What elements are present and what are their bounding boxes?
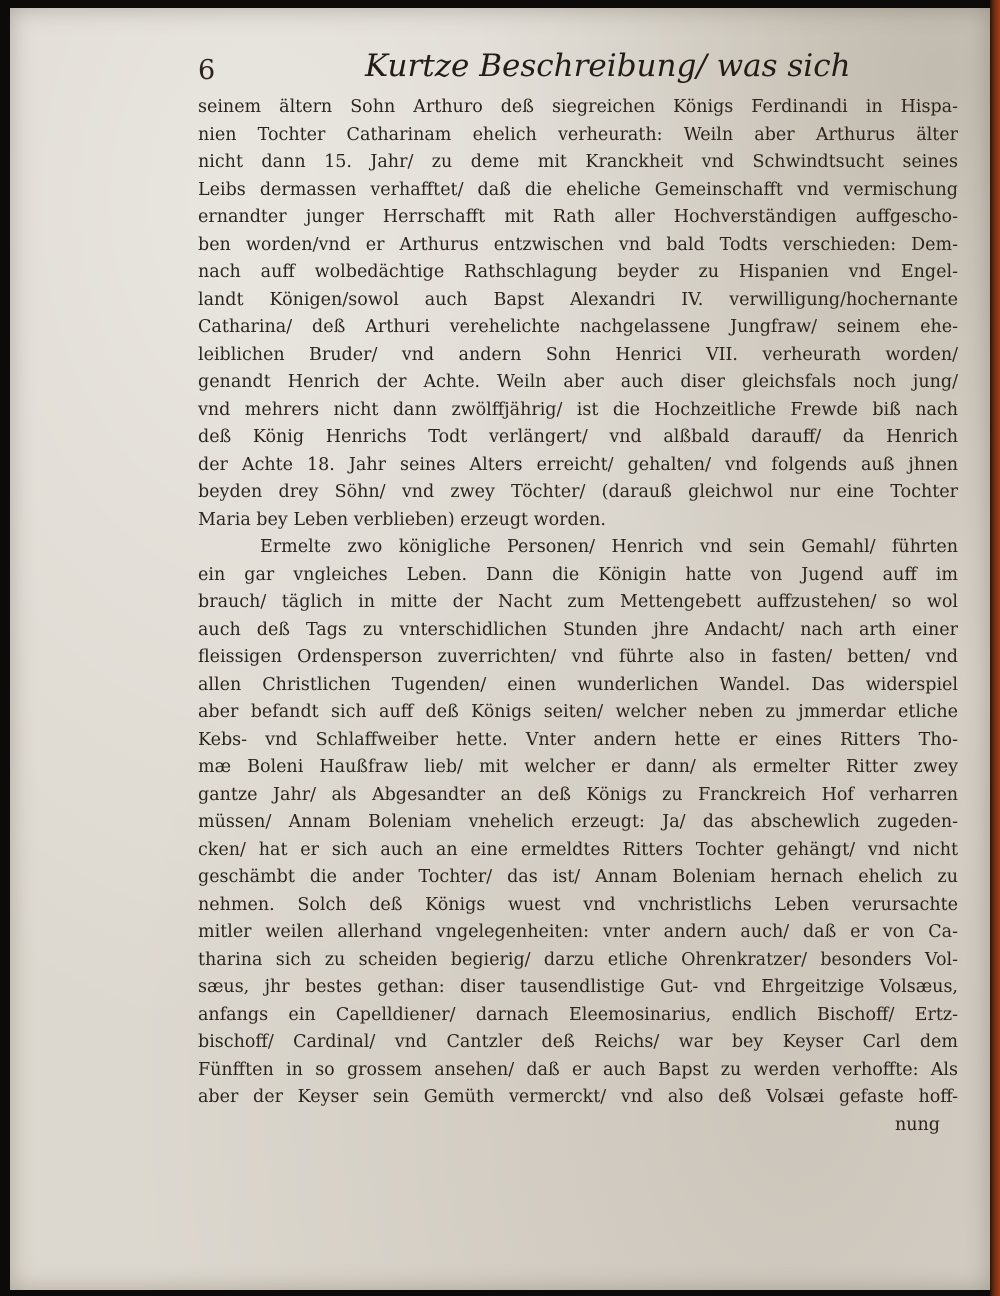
text-line: landt Königen/sowol auch Bapst Alexandri IV. verwilligung/hochernante [198,289,958,310]
text-line: Fünfften in so grossem ansehen/ daß er auch Bapst zu werden verhoffte: Als [198,1059,958,1080]
text-line: ein gar vngleiches Leben. Dann die Königin hatte von Jugend auff im [198,564,958,585]
text-line: aber der Keyser sein Gemüth vermerckt/ vnd also deß Volsæi gefaste hoff- [198,1087,958,1107]
text-line: nicht dann 15. Jahr/ zu deme mit Kranckheit vnd Schwindtsucht seines [198,152,958,172]
text-line: müssen/ Annam Boleniam vnehelich erzeugt: Ja/ das abschewlich zugeden- [198,812,958,832]
text-line: mitler weilen allerhand vngelegenheiten: vnter andern auch/ daß er von Ca- [198,922,958,942]
text-line: sæus, jhr bestes gethan: diser tausendlistige Gut- vnd Ehrgeitzige Volsæus, [198,977,958,997]
text-line: brauch/ täglich in mitte der Nacht zum Mettengebett auffzustehen/ so wol [198,592,958,612]
text-line: allen Christlichen Tugenden/ einen wunderlichen Wandel. Das widerspiel [198,674,958,695]
text-line: Maria bey Leben verblieben) erzeugt worden. [198,509,606,530]
text-line: fleissigen Ordensperson zuverrichten/ vnd führte also in fasten/ betten/ vnd [198,647,958,667]
text-line: beyden drey Söhn/ vnd zwey Töchter/ (darauß gleichwol nur eine Tochter [198,482,958,502]
book-page [10,8,990,1290]
text-line: Catharina/ deß Arthuri verehelichte nachgelassene Jungfraw/ seinem ehe- [198,317,958,337]
text-line: bischoff/ Cardinal/ vnd Cantzler deß Reichs/ war bey Keyser Carl dem [198,1032,958,1052]
text-line: nach auff wolbedächtige Rathschlagung beyder zu Hispanien vnd Engel- [198,262,958,282]
running-head: Kurtze Beschreibung/ was sich [365,48,851,84]
text-line: Ermelte zwo königliche Personen/ Henrich vnd sein Gemahl/ führten [260,537,958,557]
text-line: leiblichen Bruder/ vnd andern Sohn Henrici VII. verheurath worden/ [198,344,958,365]
catchword: nung [894,1114,940,1135]
text-line: geschämbt die ander Tochter/ das ist/ Annam Boleniam hernach ehelich zu [198,867,958,887]
text-line: vnd mehrers nicht dann zwölffjährig/ ist die Hochzeitliche Frewde biß nach [198,399,958,420]
text-line: deß König Henrichs Todt verlängert/ vnd alßbald darauff/ da Henrich [198,427,958,447]
text-line: auch deß Tags zu vnterschidlichen Stunden jhre Andacht/ nach arth einer [198,619,958,640]
body-text [198,94,958,1139]
text-line: Kebs- vnd Schlaffweiber hette. Vnter andern hette er eines Ritters Tho- [198,729,958,750]
text-line: nien Tochter Catharinam ehelich verheurath: Weiln aber Arthurus älter [198,124,958,145]
text-line: mæ Boleni Haußfraw lieb/ mit welcher er dann/ als ermelter Ritter zwey [198,757,958,777]
text-line: tharina sich zu scheiden begierig/ darzu etliche Ohrenkratzer/ besonders Vol- [198,949,958,970]
text-line: gantze Jahr/ als Abgesandter an deß Königs zu Franckreich Hof verharren [198,784,958,805]
book-edge [990,0,1000,1296]
text-line: genandt Henrich der Achte. Weiln aber auch diser gleichsfals noch jung/ [198,372,958,392]
text-line: seinem ältern Sohn Arthuro deß siegreichen Königs Ferdinandi in Hispa- [198,97,958,117]
text-line: aber befandt sich auff deß Königs seiten/ welcher neben zu jmmerdar etliche [198,702,958,722]
text-line: nehmen. Solch deß Königs wuest vnd vnchristlichs Leben verursachte [198,894,958,915]
text-line: cken/ hat er sich auch an eine ermeldtes Ritters Tochter gehängt/ vnd nicht [198,839,958,860]
text-line: ernandter junger Herrschafft mit Rath aller Hochverständigen auffgescho- [198,207,958,227]
text-line: der Achte 18. Jahr seines Alters erreicht/ gehalten/ vnd folgends auß jhnen [198,454,958,475]
page-number: 6 [198,55,216,86]
text-line: anfangs ein Capelldiener/ darnach Eleemosinarius, endlich Bischoff/ Ertz- [198,1004,958,1025]
text-line: ben worden/vnd er Arthurus entzwischen vnd bald Todts verschieden: Dem- [198,234,958,255]
text-line: Leibs dermassen verhafftet/ daß die eheliche Gemeinschafft vnd vermischung [198,179,958,200]
